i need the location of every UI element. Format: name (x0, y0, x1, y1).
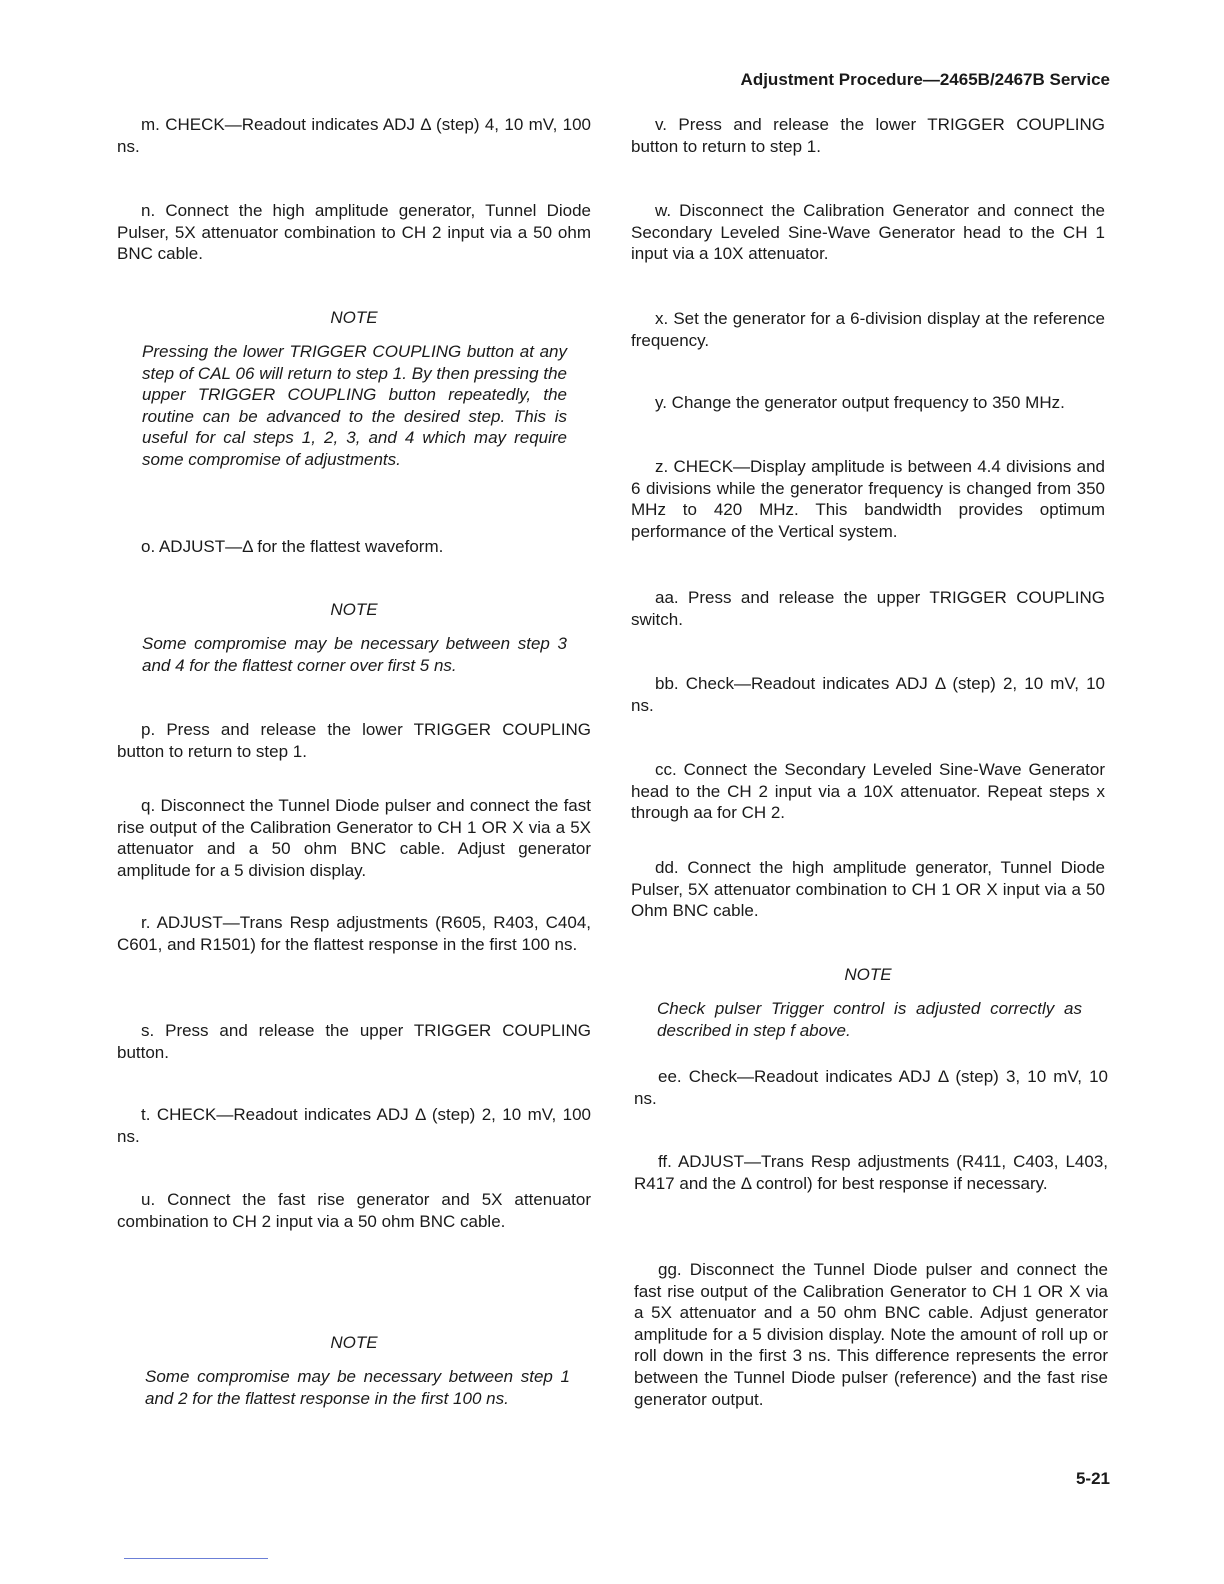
step-s-text: s. Press and release the upper TRIGGER COUPLING button. (117, 1021, 591, 1062)
step-cc (631, 759, 1105, 824)
note-3-title: NOTE (330, 1333, 378, 1352)
step-v-text: v. Press and release the lower TRIGGER COUPLING button to return to step 1. (631, 115, 1105, 156)
page-header-title: Adjustment Procedure—2465B/2467B Service (740, 70, 1110, 89)
note-1-title: NOTE (330, 308, 378, 327)
step-aa (631, 587, 1105, 630)
step-t (117, 1104, 591, 1147)
step-dd-text: dd. Connect the high amplitude generator, Tunnel Diode Pulser, 5X attenuator combination to CH 1 OR X input via a 50 Ohm BNC cable. (631, 858, 1105, 921)
step-y-text: y. Change the generator output frequency to 350 MHz. (655, 393, 1065, 412)
step-w-text: w. Disconnect the Calibration Generator and connect the Secondary Leveled Sine-Wave Generator head to the CH 1 input via a 10X attenuator. (631, 201, 1105, 264)
step-s (117, 1020, 591, 1063)
step-cc-text: cc. Connect the Secondary Leveled Sine-Wave Generator head to the CH 2 input via a 10X attenuator. Repeat steps x through aa for CH 2. (631, 760, 1105, 823)
step-z-text: z. CHECK—Display amplitude is between 4.4 divisions and 6 divisions while the generator frequency is changed from 350 MHz to 420 MHz. This bandwidth provides optimum performance of the Vertical system. (631, 457, 1105, 541)
step-ee (634, 1066, 1108, 1109)
step-q-text: q. Disconnect the Tunnel Diode pulser and connect the fast rise output of the Calibration Generator to CH 1 OR X via a 5X attenuator and a 50 ohm BNC cable. Adjust generator amplitude for a 5 division display. (117, 796, 591, 880)
step-gg (634, 1259, 1108, 1410)
step-ff (634, 1151, 1108, 1194)
step-o (117, 536, 591, 558)
step-v (631, 114, 1105, 157)
step-gg-text: gg. Disconnect the Tunnel Diode pulser and connect the fast rise output of the Calibration Generator to CH 1 OR X via a 5X attenuator and a 50 ohm BNC cable. Adjust generator amplitude for a 5 division display. Note the amount of roll up or roll down in the first 3 ns. This difference represents the error between the Tunnel Diode pulser (reference) and the fast rise generator output. (634, 1260, 1108, 1409)
step-m (117, 114, 591, 157)
step-n (117, 200, 591, 265)
step-p (117, 719, 591, 762)
step-u-text: u. Connect the fast rise generator and 5X attenuator combination to CH 2 input via a 50 ohm BNC cable. (117, 1190, 591, 1231)
footer-divider (124, 1558, 268, 1559)
step-ee-text: ee. Check—Readout indicates ADJ Δ (step) 3, 10 mV, 10 ns. (634, 1067, 1108, 1108)
step-t-text: t. CHECK—Readout indicates ADJ Δ (step) 2, 10 mV, 100 ns. (117, 1105, 591, 1146)
step-x (631, 308, 1105, 351)
step-bb (631, 673, 1105, 716)
note-2-title: NOTE (330, 600, 378, 619)
step-aa-text: aa. Press and release the upper TRIGGER COUPLING switch. (631, 588, 1105, 629)
step-n-text: n. Connect the high amplitude generator, Tunnel Diode Pulser, 5X attenuator combination to CH 2 input via a 50 ohm BNC cable. (117, 201, 591, 264)
step-bb-text: bb. Check—Readout indicates ADJ Δ (step) 2, 10 mV, 10 ns. (631, 674, 1105, 715)
note-4-body: Check pulser Trigger control is adjusted correctly as described in step f above. (657, 999, 1082, 1040)
step-r-text: r. ADJUST—Trans Resp adjustments (R605, R403, C404, C601, and R1501) for the flattest response in the first 100 ns. (117, 913, 591, 954)
note-3-body: Some compromise may be necessary between step 1 and 2 for the flattest response in the first 100 ns. (145, 1367, 570, 1408)
step-r (117, 912, 591, 955)
step-dd (631, 857, 1105, 922)
step-p-text: p. Press and release the lower TRIGGER COUPLING button to return to step 1. (117, 720, 591, 761)
note-1-body: Pressing the lower TRIGGER COUPLING button at any step of CAL 06 will return to step 1. By then pressing the upper TRIGGER COUPLING button repeatedly, the routine can be advanced to the desired step. This is useful for cal steps 1, 2, 3, and 4 which may require some compromise of adjustments. (142, 342, 567, 469)
step-u (117, 1189, 591, 1232)
step-m-text: m. CHECK—Readout indicates ADJ Δ (step) 4, 10 mV, 100 ns. (117, 115, 591, 156)
step-w (631, 200, 1105, 265)
step-z (631, 456, 1105, 542)
step-x-text: x. Set the generator for a 6-division display at the reference frequency. (631, 309, 1105, 350)
step-q (117, 795, 591, 881)
step-o-text: o. ADJUST—Δ for the flattest waveform. (141, 537, 444, 556)
note-2-body: Some compromise may be necessary between step 3 and 4 for the flattest corner over first 5 ns. (142, 634, 567, 675)
page-number: 5-21 (1075, 1469, 1110, 1488)
step-y (631, 392, 1105, 414)
note-4-title: NOTE (844, 965, 892, 984)
step-ff-text: ff. ADJUST—Trans Resp adjustments (R411, C403, L403, R417 and the Δ control) for best response if necessary. (634, 1152, 1108, 1193)
